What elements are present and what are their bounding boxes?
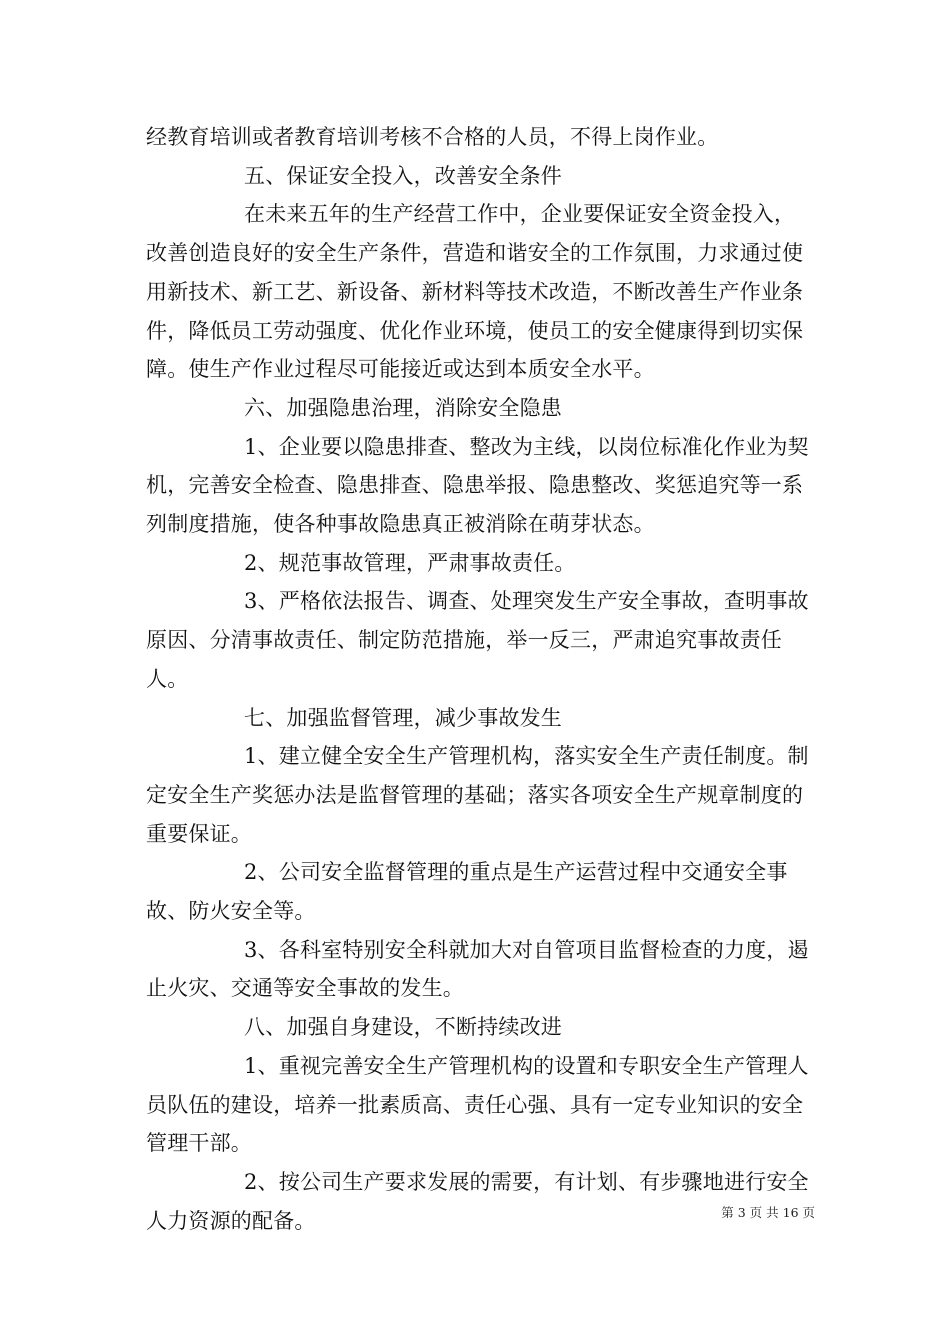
- paragraph-supervision-1: 1、建立健全安全生产管理机构，落实安全生产责任制度。制定安全生产奖惩办法是监督管理的基础；落实各项安全生产规章制度的重要保证。: [146, 744, 809, 846]
- section-heading-8: 八、加强自身建设，不断持续改进: [244, 1015, 562, 1040]
- paragraph-safety-investment: 在未来五年的生产经营工作中，企业要保证安全资金投入，改善创造良好的安全生产条件，营造和谐安全的工作氛围，力求通过使用新技术、新工艺、新设备、新材料等技术改造，不断改善生产作业条件，降低员工劳动强度、优化作业环境，使员工的安全健康得到切实保障。使生产作业过程尽可能接近或达到本质安全水平。: [146, 202, 804, 382]
- paragraph-supervision-3: 3、各科室特别安全科就加大对自管项目监督检查的力度，遏止火灾、交通等安全事故的发生。: [146, 937, 809, 1001]
- paragraph-1: 经教育培训或者教育培训考核不合格的人员，不得上岗作业。: [146, 125, 719, 149]
- paragraph-supervision-2: 2、公司安全监督管理的重点是生产运营过程中交通安全事故、防火安全等。: [146, 860, 788, 924]
- paragraph-self-building-2: 2、按公司生产要求发展的需要，有计划、有步骤地进行安全人力资源的配备。: [146, 1169, 809, 1233]
- paragraph-hazard-1: 1、企业要以隐患排查、整改为主线，以岗位标准化作业为契机，完善安全检查、隐患排查、隐患举报、隐患整改、奖惩追究等一系列制度措施，使各种事故隐患真正被消除在萌芽状态。: [146, 434, 809, 537]
- section-heading-6: 六、加强隐患治理，消除安全隐患: [244, 395, 562, 420]
- document-body: [146, 118, 816, 1240]
- section-heading-7: 七、加强监督管理，减少事故发生: [244, 705, 562, 730]
- paragraph-hazard-2: 2、规范事故管理，严肃事故责任。: [244, 550, 576, 575]
- paragraph-self-building-1: 1、重视完善安全生产管理机构的设置和专职安全生产管理人员队伍的建设，培养一批素质高、责任心强、具有一定专业知识的安全管理干部。: [146, 1053, 809, 1156]
- section-heading-5: 五、保证安全投入，改善安全条件: [244, 163, 562, 188]
- page-number-footer: 第 3 页 共 16 页: [721, 1205, 815, 1220]
- paragraph-hazard-3: 3、严格依法报告、调查、处理突发生产安全事故，查明事故原因、分清事故责任、制定防范措施，举一反三，严肃追究事故责任人。: [146, 589, 809, 691]
